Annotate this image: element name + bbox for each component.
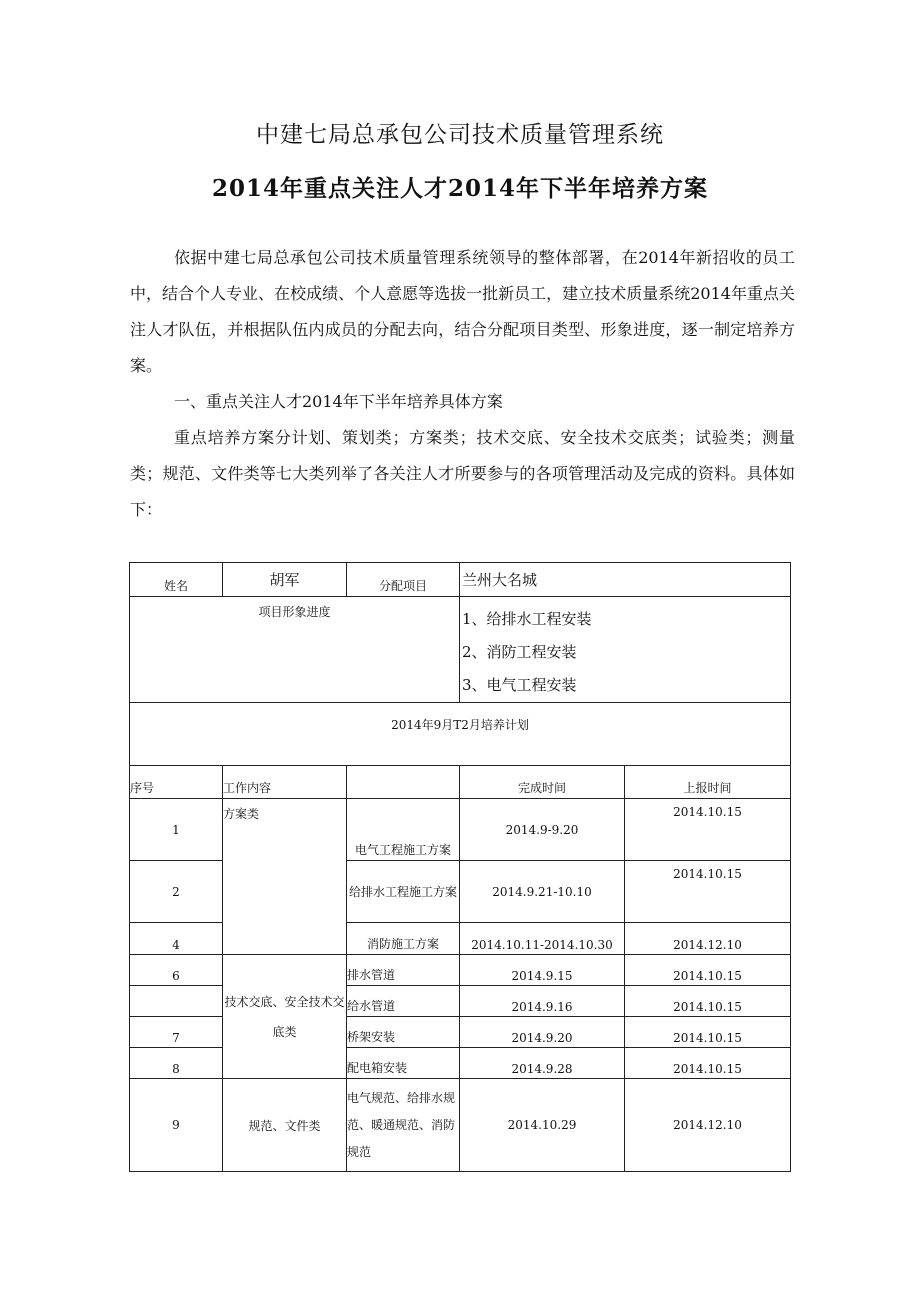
name-label: 姓名 [130, 563, 223, 597]
progress-item: 2、消防工程安装 [462, 643, 577, 661]
row-number: 1 [130, 799, 223, 861]
table-row [130, 1079, 791, 1172]
work-item: 电气工程施工方案 [347, 799, 460, 861]
row-number: 6 [130, 955, 223, 986]
table-row [130, 799, 791, 861]
work-item: 排水管道 [347, 955, 460, 986]
work-item: 消防施工方案 [347, 923, 460, 955]
header-row [130, 766, 791, 799]
table-row [130, 955, 791, 986]
report-time: 2014.10.15 [625, 955, 791, 986]
report-time: 2014.10.15 [625, 799, 791, 861]
work-item: 给水管道 [347, 986, 460, 1017]
work-item: 配电箱安装 [347, 1048, 460, 1079]
document-title-line2: 2014年重点关注人才2014年下半年培养方案 [211, 175, 709, 202]
row-number: 7 [130, 1017, 223, 1048]
done-time: 2014.10.29 [460, 1079, 625, 1172]
report-time: 2014.10.15 [625, 861, 791, 923]
group-cell: 技术交底、安全技术交底类 [223, 955, 347, 1079]
done-time: 2014.9.16 [460, 986, 625, 1017]
row-number: 2 [130, 861, 223, 923]
done-time: 2014.10.11-2014.10.30 [460, 923, 625, 955]
progress-row [130, 597, 791, 703]
name-value: 胡军 [223, 563, 347, 597]
section-heading: 一、重点关注人才2014年下半年培养具体方案 [174, 392, 503, 411]
row-number [130, 986, 223, 1017]
plan-description-paragraph: 重点培养方案分计划、策划类；方案类；技术交底、安全技术交底类；试验类；测量类；规范、文件类等七大类列举了各关注人才所要参与的各项管理活动及完成的资料。具体如下： [130, 428, 795, 519]
report-time: 2014.10.15 [625, 986, 791, 1017]
intro-paragraph: 依据中建七局总承包公司技术质量管理系统领导的整体部署，在2014年新招收的员工中，结合个人专业、在校成绩、个人意愿等选拔一批新员工，建立技术质量系统2014年重点关注人才队伍，并根据队伍内成员的分配去向，结合分配项目类型、形象进度，逐一制定培养方案。 [130, 248, 795, 375]
work-item: 电气规范、给排水规范、暖通规范、消防规范 [347, 1079, 460, 1172]
work-item: 给排水工程施工方案 [347, 861, 460, 923]
report-time: 2014.12.10 [625, 1079, 791, 1172]
done-time: 2014.9.15 [460, 955, 625, 986]
report-time: 2014.10.15 [625, 1048, 791, 1079]
done-time: 2014.9-9.20 [460, 799, 625, 861]
header-done-time: 完成时间 [460, 766, 625, 799]
progress-item: 3、电气工程安装 [462, 676, 577, 694]
progress-label: 项目形象进度 [130, 597, 460, 703]
header-content: 工作内容 [223, 766, 347, 799]
group-cell: 方案类 [223, 799, 347, 955]
done-time: 2014.9.20 [460, 1017, 625, 1048]
training-plan-table [129, 562, 791, 1172]
row-number: 9 [130, 1079, 223, 1172]
report-time: 2014.12.10 [625, 923, 791, 955]
report-time: 2014.10.15 [625, 1017, 791, 1048]
progress-list [460, 597, 791, 703]
work-item: 桥架安装 [347, 1017, 460, 1048]
progress-item: 1、给排水工程安装 [462, 610, 592, 628]
group-cell: 规范、文件类 [223, 1079, 347, 1172]
done-time: 2014.9.21-10.10 [460, 861, 625, 923]
name-row [130, 563, 791, 597]
plan-title: 2014年9月T2月培养计划 [130, 703, 791, 766]
header-report-time: 上报时间 [625, 766, 791, 799]
row-number: 4 [130, 923, 223, 955]
project-value: 兰州大名城 [460, 563, 791, 597]
row-number: 8 [130, 1048, 223, 1079]
done-time: 2014.9.28 [460, 1048, 625, 1079]
header-blank [347, 766, 460, 799]
header-no: 序号 [130, 766, 223, 799]
project-label: 分配项目 [347, 563, 460, 597]
document-title-line1: 中建七局总承包公司技术质量管理系统 [256, 122, 664, 148]
plan-title-row [130, 703, 791, 766]
